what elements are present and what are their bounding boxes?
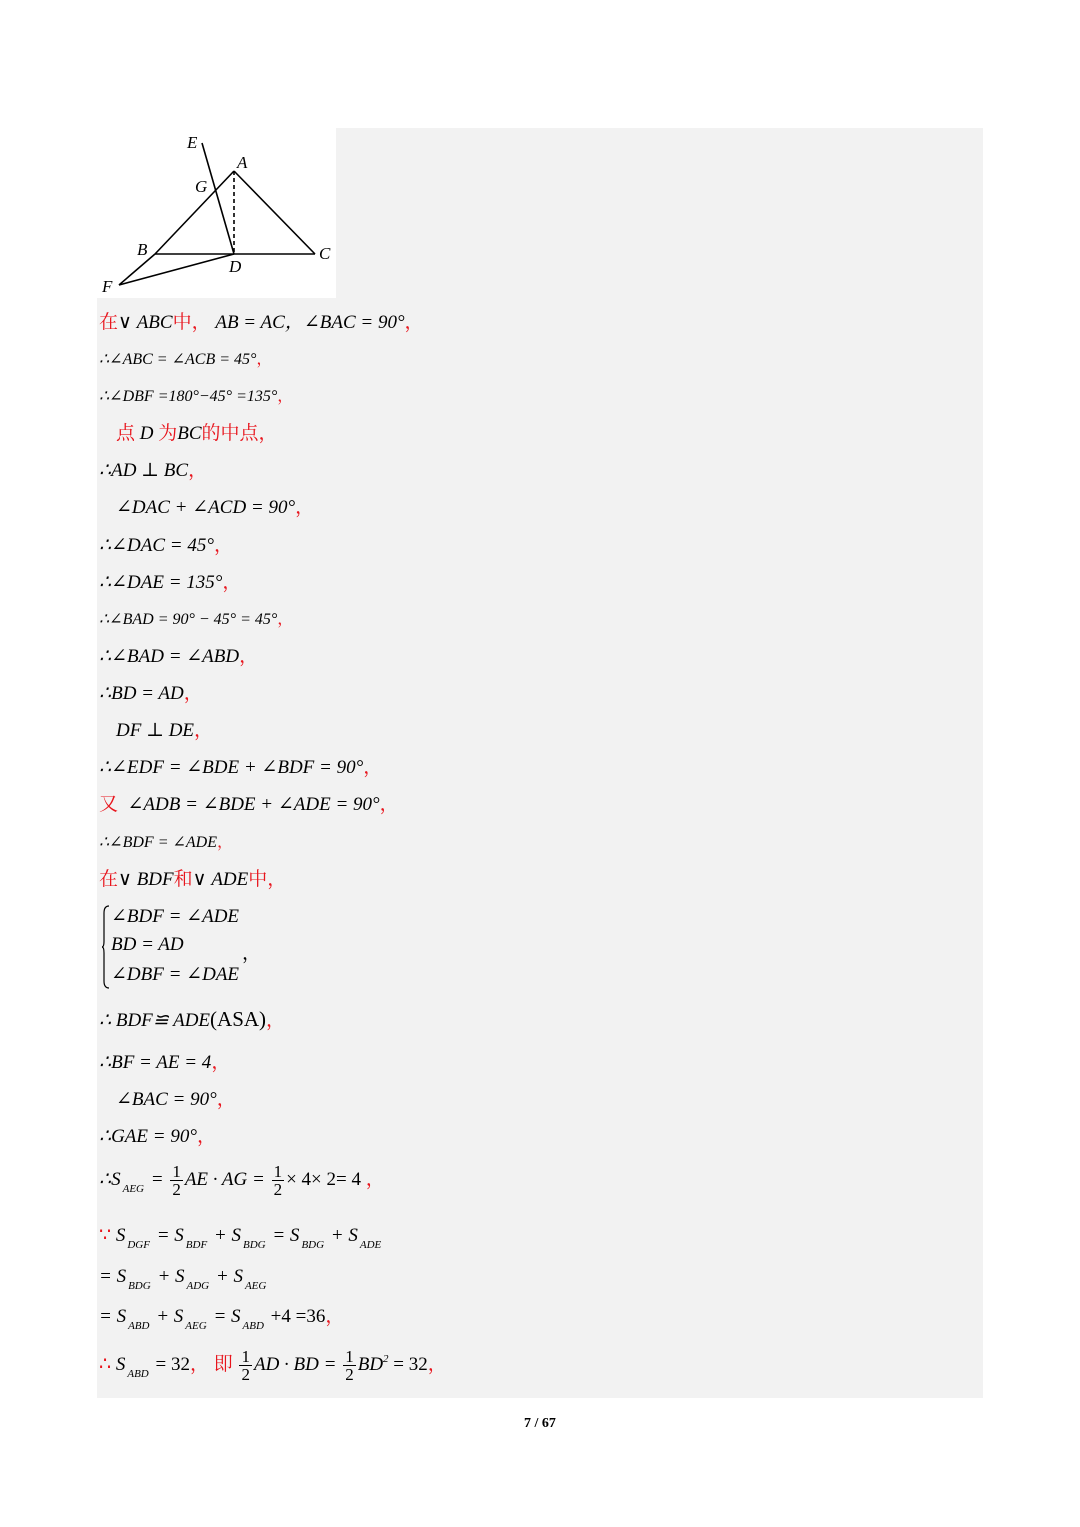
- line-23: = S $_{BDG}$ + S $_{ADG}$ + S $_{AEG}$: [99, 1266, 267, 1292]
- line-16: 在∨ BDF和∨ ADE中，: [99, 869, 287, 890]
- line-24: = S $_{ABD}$ + S $_{AEG}$ = S $_{ABD}$ +4 =36，: [99, 1306, 345, 1332]
- label-g: G: [195, 177, 208, 196]
- line-19: ∠BAC = 90°，: [116, 1089, 236, 1110]
- line-7: ∴∠DAC = 45°，: [99, 535, 233, 556]
- line-3: ∴∠DBF =180°−45° =135°，: [99, 388, 294, 405]
- line-11: ∴BD = AD，: [99, 683, 203, 704]
- label-c: C: [319, 244, 331, 263]
- line-4: 点 D 为BC的中点，: [116, 423, 278, 444]
- system-row-2: BD = AD: [111, 934, 184, 955]
- line-9: ∴∠BAD = 90° − 45° = 45°，: [99, 611, 294, 628]
- line-12: DF ⊥ DE，: [116, 720, 214, 741]
- line-22: ∵ S $_{DGF}$ = S $_{BDF}$ + S $_{BDG}$ = S $_{BDG}$ + S $_{ADE}$: [99, 1225, 382, 1251]
- fraction-half-2: $\frac{1}{2}$: [273, 1162, 283, 1199]
- segment-ac: [234, 171, 315, 254]
- fraction-half-3: $\frac{1}{2}$: [241, 1347, 250, 1384]
- system-row-3: ∠DBF = ∠DAE: [111, 964, 240, 985]
- system-row-1: ∠BDF = ∠ADE: [111, 906, 240, 927]
- brace-icon: [102, 905, 110, 989]
- line-1: 在∨ ABC中， AB = AC，∠BAC = 90°，: [99, 312, 424, 333]
- line-5: ∴AD ⊥ BC，: [99, 460, 208, 481]
- line-13: ∴∠EDF = ∠BDE + ∠BDF = 90°，: [99, 757, 383, 778]
- label-e: E: [187, 133, 198, 152]
- line-18: ∴BF = AE = 4，: [99, 1052, 231, 1073]
- line-14: 又 ∠ADB = ∠BDE + ∠ADE = 90°，: [99, 794, 399, 815]
- line-15: ∴∠BDF = ∠ADE，: [99, 834, 234, 851]
- label-d: D: [229, 257, 242, 276]
- label-f: F: [102, 277, 113, 296]
- label-b: B: [137, 240, 148, 259]
- line-17: ∴ BDF≌ ADE(ASA)，: [99, 1007, 286, 1031]
- line-25: ∴ S $_{ABD}$ = 32， 即 $\frac{1}{2}$ AD · BD = $\frac{1}{2}$ $BD^2 = 32$，: [99, 1347, 447, 1384]
- fraction-half-1: $\frac{1}{2}$: [172, 1162, 181, 1199]
- line-6: ∠DAC + ∠ACD = 90°，: [116, 497, 315, 518]
- fraction-half-4: $\frac{1}{2}$: [345, 1347, 354, 1384]
- system-comma: ，: [242, 943, 262, 964]
- page-number: 7 / 67: [524, 1416, 556, 1431]
- line-21: ∴S $_{AEG}$ = $\frac{1}{2}$ AE · AG = $\frac{1}{2}$ × 4× 2= 4 ，: [99, 1162, 385, 1199]
- label-a: A: [237, 153, 248, 172]
- line-8: ∴∠DAE = 135°，: [99, 572, 242, 593]
- line-2: ∴∠ABC = ∠ACB = 45°，: [99, 351, 273, 368]
- line-20: ∴GAE = 90°，: [99, 1126, 216, 1147]
- triangle-diagram: [97, 128, 336, 298]
- line-10: ∴∠BAD = ∠ABD，: [99, 646, 259, 667]
- geometry-figure: [97, 128, 336, 298]
